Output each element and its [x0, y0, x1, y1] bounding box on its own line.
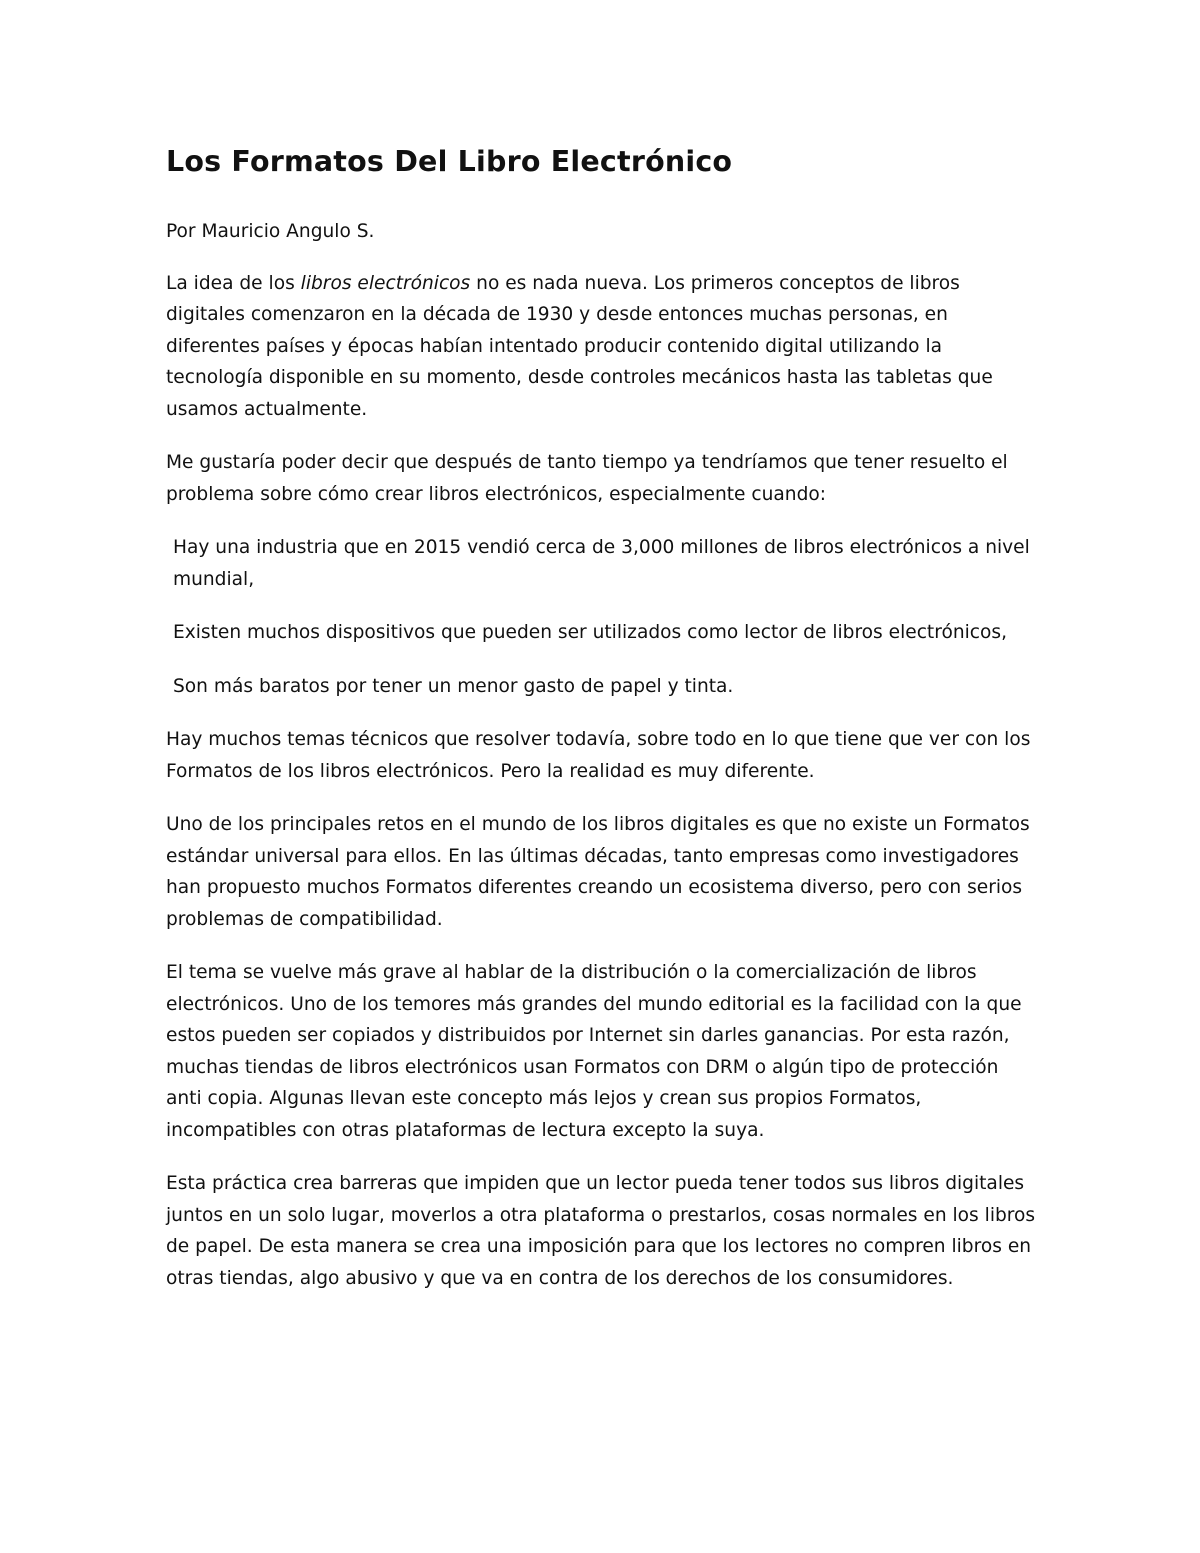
paragraph-3: Hay muchos temas técnicos que resolver todavía, sobre todo en lo que tiene que ver con los Formatos de los libros electrónicos. Pero la realidad es muy diferente.	[166, 729, 1031, 782]
list-item: Hay una industria que en 2015 vendió cerca de 3,000 millones de libros electrónicos a nivel mundial,	[173, 537, 1030, 590]
paragraph-5: El tema se vuelve más grave al hablar de la distribución o la comercialización de libros electrónicos. Uno de los temores más grandes del mundo editorial es la facilidad con la que estos pueden ser copiados y distribuidos por Internet sin darles ganancias. Por esta razón, muchas tiendas de libros electrónicos usan Formatos con DRM o algún tipo de protección anti copia. Algunas llevan este concepto más lejos y crean sus propios Formatos, incompatibles con otras plataformas de lectura excepto la suya.	[166, 962, 1022, 1141]
author-line: Por Mauricio Angulo S.	[166, 221, 375, 242]
list-item: Son más baratos por tener un menor gasto de papel y tinta.	[173, 675, 734, 697]
intro-paragraph	[166, 268, 1038, 426]
list-item: Existen muchos dispositivos que pueden ser utilizados como lector de libros electrónicos,	[173, 622, 1007, 643]
intro-italic-term: libros electrónicos	[300, 272, 471, 294]
document-title: Los Formatos Del Libro Electrónico	[166, 145, 733, 178]
paragraph-2: Me gustaría poder decir que después de tanto tiempo ya tendríamos que tener resuelto el problema sobre cómo crear libros electrónicos, especialmente cuando:	[166, 452, 1008, 505]
intro-text-before: La idea de los	[166, 272, 301, 294]
intro-text-after: no es nada nueva. Los primeros conceptos de libros digitales comenzaron en la década de 1930 y desde entonces muchas personas, en diferentes países y épocas habían intentado producir contenido digital utilizando la tecnología disponible en su momento, desde controles mecánicos hasta las tabletas que usamos actualmente.	[166, 272, 993, 420]
paragraph-4: Uno de los principales retos en el mundo de los libros digitales es que no existe un Formatos estándar universal para ellos. En las últimas décadas, tanto empresas como investigadores han propuesto muchos Formatos diferentes creando un ecosistema diverso, pero con serios problemas de compatibilidad.	[166, 814, 1030, 930]
document-page	[166, 140, 1038, 1294]
paragraph-6: Esta práctica crea barreras que impiden que un lector pueda tener todos sus libros digitales juntos en un solo lugar, moverlos a otra plataforma o prestarlos, cosas normales en los libros de papel. De esta manera se crea una imposición para que los lectores no compren libros en otras tiendas, algo abusivo y que va en contra de los derechos de los consumidores.	[166, 1173, 1036, 1289]
